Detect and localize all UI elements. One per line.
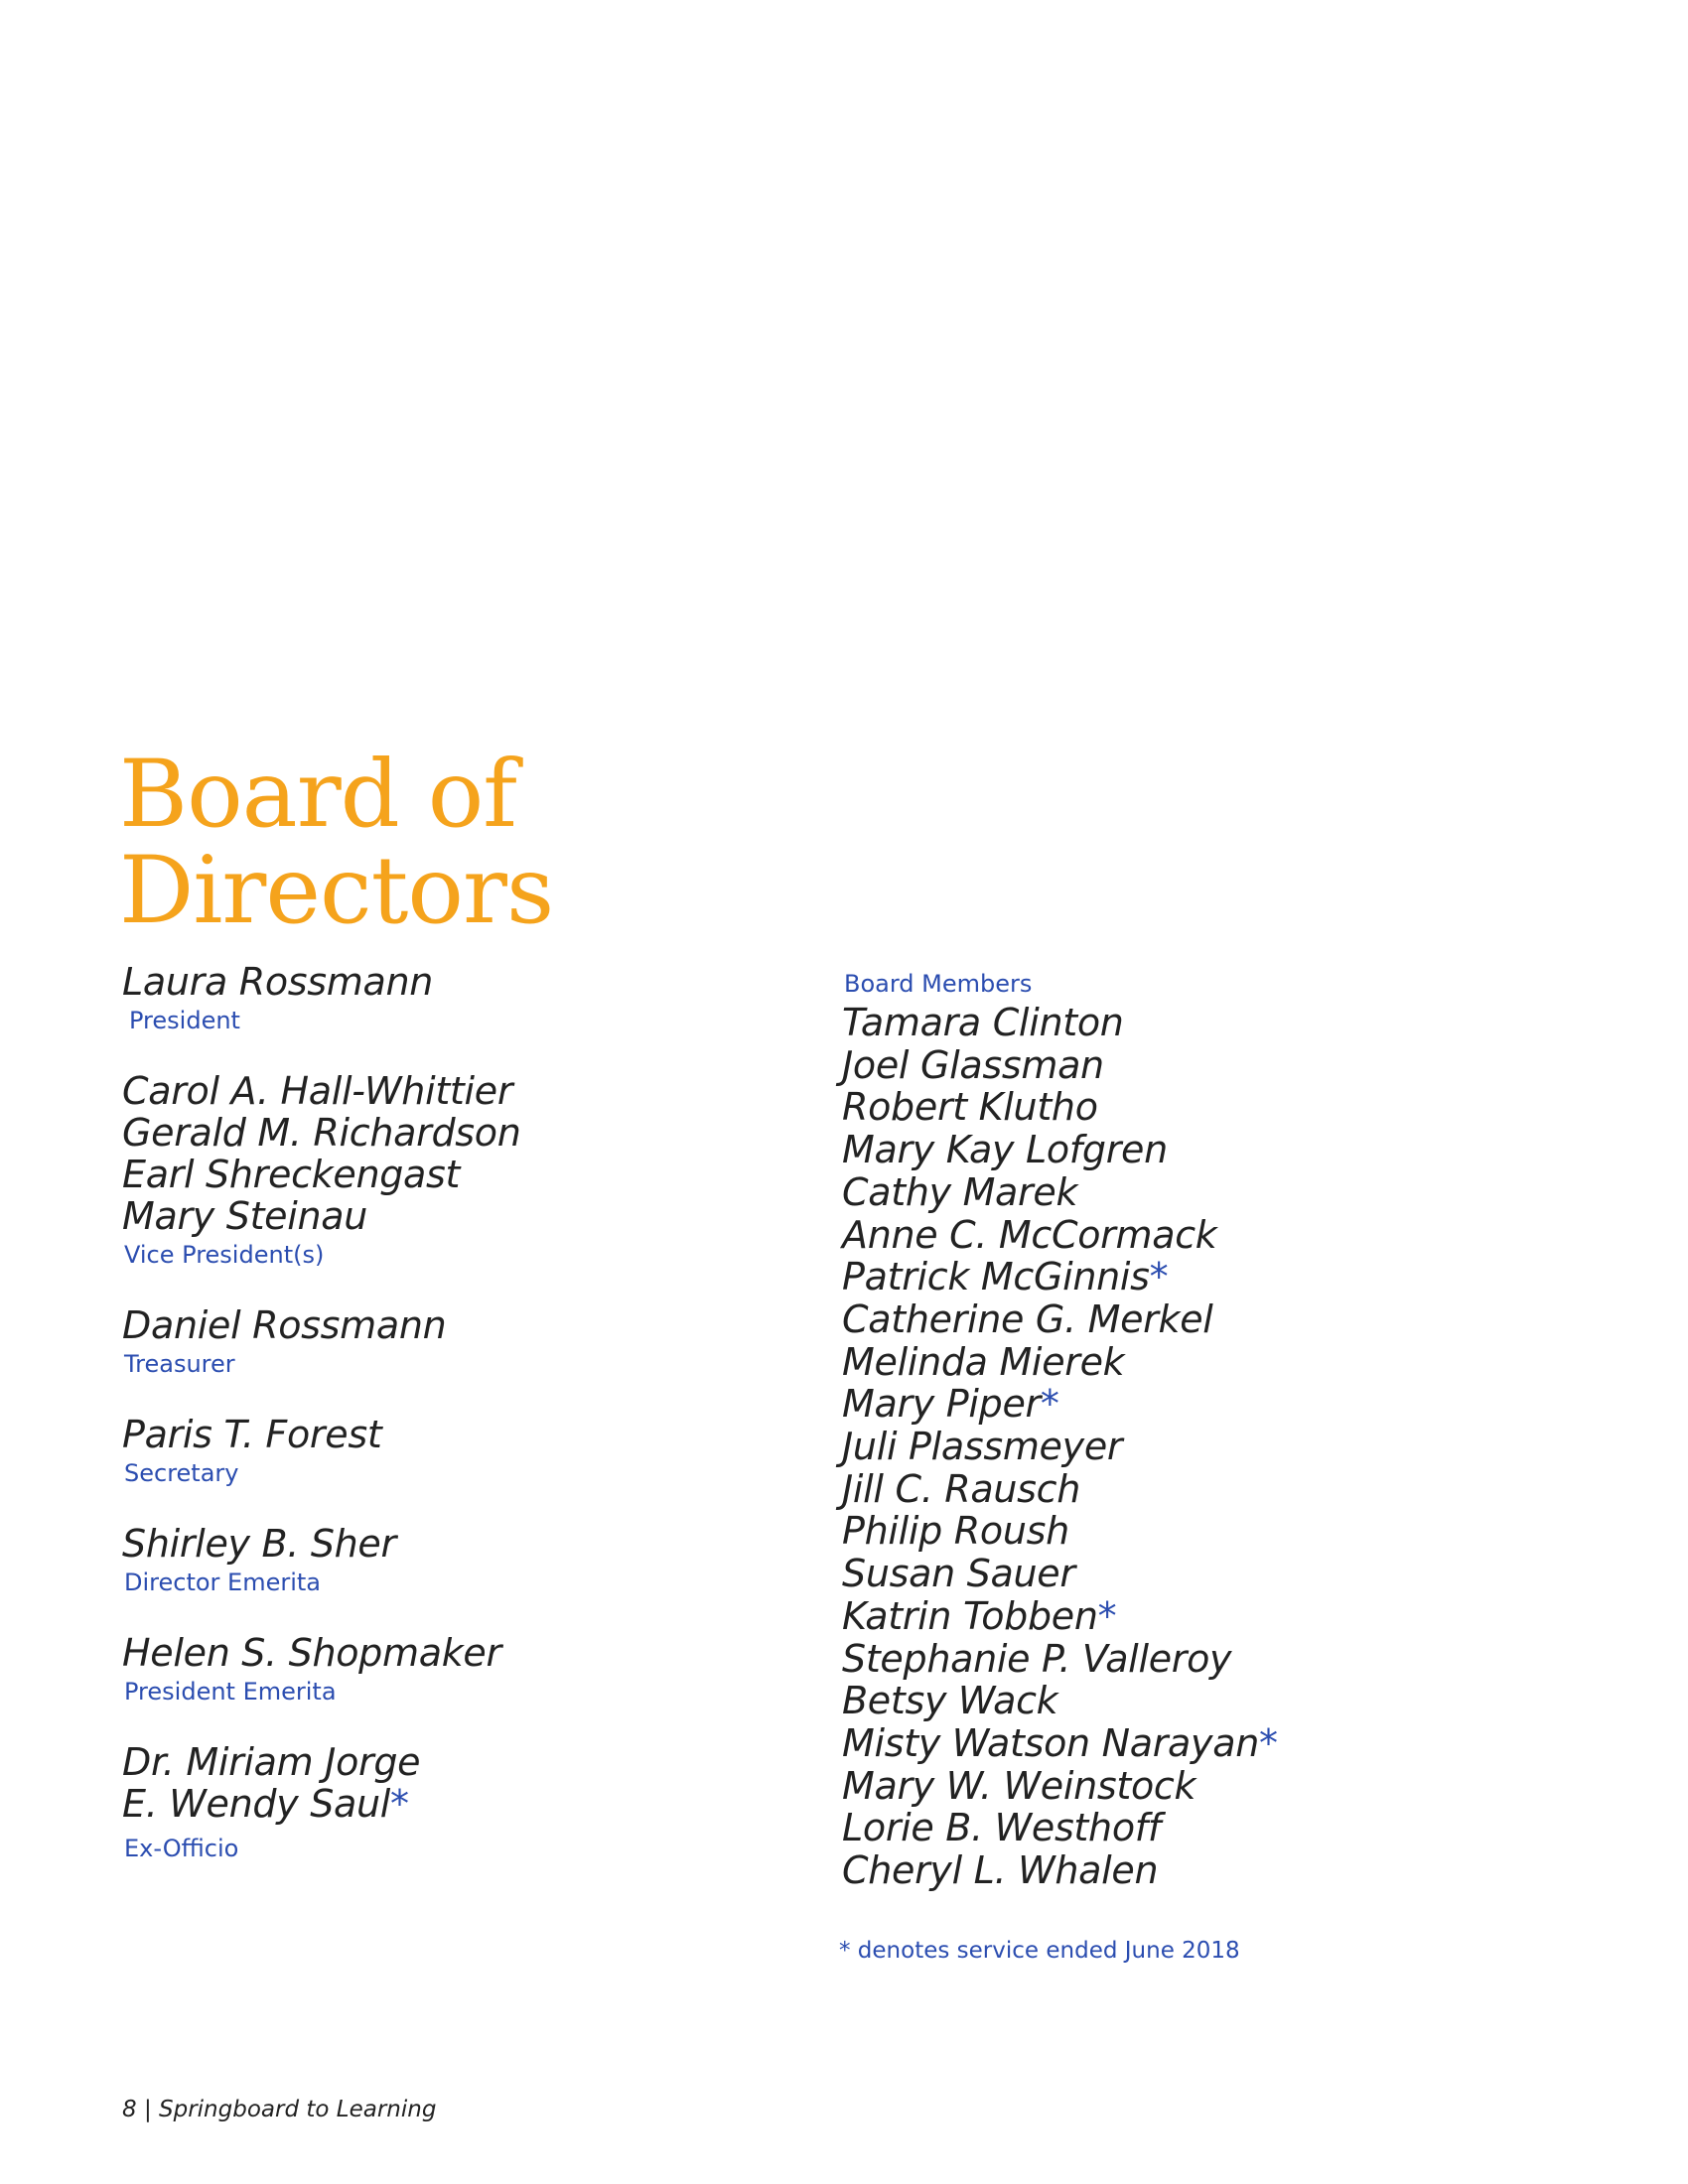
list-item: Philip Roush xyxy=(842,1509,1069,1554)
asterisk-marker: * xyxy=(1040,1382,1059,1427)
role-label: Vice President(s) xyxy=(124,1241,325,1269)
member-name: Patrick McGinnis xyxy=(842,1255,1150,1299)
officer-name: Paris T. Forest xyxy=(122,1413,382,1456)
officer-name: Laura Rossmann xyxy=(122,960,434,1004)
board-members-column xyxy=(842,968,1477,1892)
asterisk-marker: * xyxy=(1258,1720,1278,1765)
list-item: Joel Glassman xyxy=(842,1042,1104,1087)
officer-name: Daniel Rossmann xyxy=(122,1303,447,1347)
list-item: Tamara Clinton xyxy=(842,1001,1124,1044)
page-footer: 8 | Springboard to Learning xyxy=(122,2097,437,2122)
officer-name: Helen S. Shopmaker xyxy=(122,1631,501,1675)
role-label: Secretary xyxy=(124,1459,239,1487)
officer-group-president-emerita xyxy=(122,1632,758,1707)
list-item: Cathy Marek xyxy=(842,1169,1078,1214)
list-item: Stephanie P. Valleroy xyxy=(842,1636,1232,1681)
list-item: Betsy Wack xyxy=(842,1679,1058,1723)
officer-group-secretary xyxy=(122,1414,758,1489)
officer-name: Gerald M. Richardson xyxy=(122,1111,521,1155)
list-item: Mary Kay Lofgren xyxy=(842,1128,1168,1172)
role-label: Ex-Officio xyxy=(124,1835,239,1862)
list-item: Lorie B. Westhoff xyxy=(842,1806,1161,1850)
officer-group-president xyxy=(122,961,758,1036)
officer-group-treasurer xyxy=(122,1304,758,1380)
officer-name xyxy=(122,1783,758,1825)
officer-name: Shirley B. Sher xyxy=(122,1522,396,1566)
list-item: Catherine G. Merkel xyxy=(842,1297,1213,1341)
officer-name: Dr. Miriam Jorge xyxy=(122,1740,421,1784)
board-members-heading: Board Members xyxy=(844,970,1033,998)
list-item: Robert Klutho xyxy=(842,1085,1098,1130)
page-title-line-2: Directors xyxy=(119,837,554,945)
officer-group-vice-presidents xyxy=(122,1070,758,1271)
officers-column xyxy=(122,961,758,1864)
officer-name: Mary Steinau xyxy=(122,1194,368,1238)
officer-group-director-emerita xyxy=(122,1523,758,1598)
officer-name-text: E. Wendy Saul xyxy=(122,1782,391,1826)
list-item xyxy=(842,1256,1477,1298)
board-members-list xyxy=(842,1002,1477,1892)
asterisk-marker: * xyxy=(390,1782,409,1826)
asterisk-marker: * xyxy=(1097,1593,1117,1638)
role-label: President xyxy=(129,1007,240,1034)
officer-name: Earl Shreckengast xyxy=(122,1153,461,1196)
list-item: Anne C. McCormack xyxy=(842,1212,1217,1257)
list-item xyxy=(842,1383,1477,1426)
page-title-line-1: Board of xyxy=(119,741,517,849)
role-label: Treasurer xyxy=(124,1350,235,1378)
list-item: Mary W. Weinstock xyxy=(842,1763,1196,1808)
officer-name: Carol A. Hall-Whittier xyxy=(122,1069,513,1113)
list-item xyxy=(842,1722,1477,1765)
role-label: President Emerita xyxy=(124,1678,337,1706)
officer-group-ex-officio xyxy=(122,1741,758,1864)
member-name: Katrin Tobben xyxy=(842,1593,1098,1638)
list-item: Melinda Mierek xyxy=(842,1339,1125,1384)
list-item: Cheryl L. Whalen xyxy=(842,1848,1159,1893)
footnote: * denotes service ended June 2018 xyxy=(839,1938,1240,1964)
asterisk-marker: * xyxy=(1149,1255,1169,1299)
list-item: Jill C. Rausch xyxy=(842,1466,1080,1511)
member-name: Misty Watson Narayan xyxy=(842,1720,1259,1765)
list-item: Juli Plassmeyer xyxy=(842,1425,1123,1469)
role-label: Director Emerita xyxy=(124,1569,321,1596)
member-name: Mary Piper xyxy=(842,1382,1041,1427)
list-item: Susan Sauer xyxy=(842,1552,1075,1596)
list-item xyxy=(842,1595,1477,1638)
page-title xyxy=(119,741,554,945)
